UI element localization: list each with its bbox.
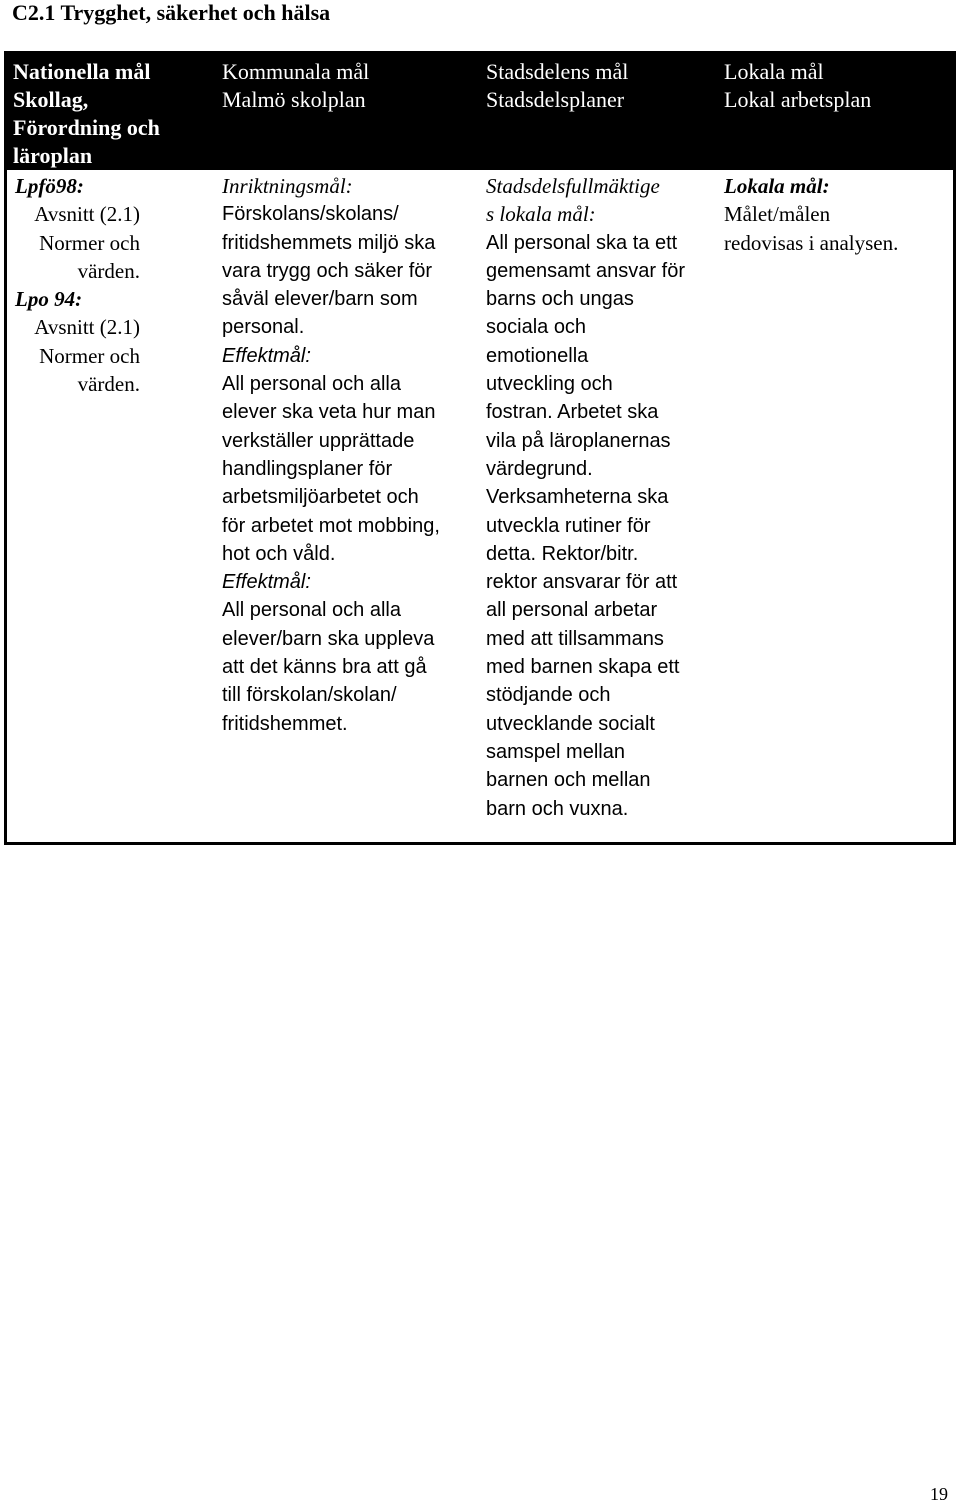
inriktning-label: Inriktningsmål: [222, 174, 353, 198]
effekt-label-1: Effektmål: [222, 344, 311, 367]
header-national-goals: Nationella mål Skollag, Förordning och läroplan [13, 59, 160, 168]
header-district-goals: Stadsdelens mål Stadsdelsplaner [486, 59, 629, 112]
table-header-row [7, 54, 953, 170]
cell-national-goals: Lpfö98: Avsnitt (2.1) Normer och värden. Lpo 94: Avsnitt (2.1) Normer och värden. [15, 174, 140, 397]
table-row [7, 170, 953, 842]
cell-district-goals: Stadsdelsfullmäktige s lokala mål: All personal ska ta ett gemensamt ansvar för barns och ungas sociala och emotionella utveckling och fostran. Arbetet ska vila på läroplanernas värdegrund. Verksamheterna ska utveckla rutiner för detta. Rektor/bitr. rektor ansvarar för att all personal arbetar med att tillsammans med barnen skapa ett stödjande och utvecklande socialt samspel mellan barnen och mellan barn och vuxna. [486, 172, 716, 823]
section-title: C2.1 Trygghet, säkerhet och hälsa [12, 0, 331, 25]
cell-local-goals: Lokala mål: Målet/målen redovisas i analysen. [724, 172, 954, 257]
header-local-goals: Lokala mål Lokal arbetsplan [724, 59, 872, 112]
page-number: 19 [930, 1484, 948, 1504]
effekt-label-2: Effektmål: [222, 571, 311, 594]
local-goals-label: Lokala mål: [724, 174, 830, 198]
header-municipal-goals: Kommunala mål Malmö skolplan [222, 59, 370, 112]
district-label: Stadsdelsfullmäktige [486, 174, 660, 198]
cell-municipal-goals: Inriktningsmål: Förskolans/skolans/ fritidshemmets miljö ska vara trygg och säker för såväl elever/barn som personal. Effektmål: All personal och alla elever ska veta hur man verkställer upprättade handlingsplaner för arbetsmiljöarbetet och för arbetet mot mobbing, hot och våld. Effektmål: All personal och alla elever/barn ska uppleva att det känns bra att gå till förskolan/skolan/ fritidshemmet. [222, 172, 477, 738]
goals-table [4, 51, 956, 845]
